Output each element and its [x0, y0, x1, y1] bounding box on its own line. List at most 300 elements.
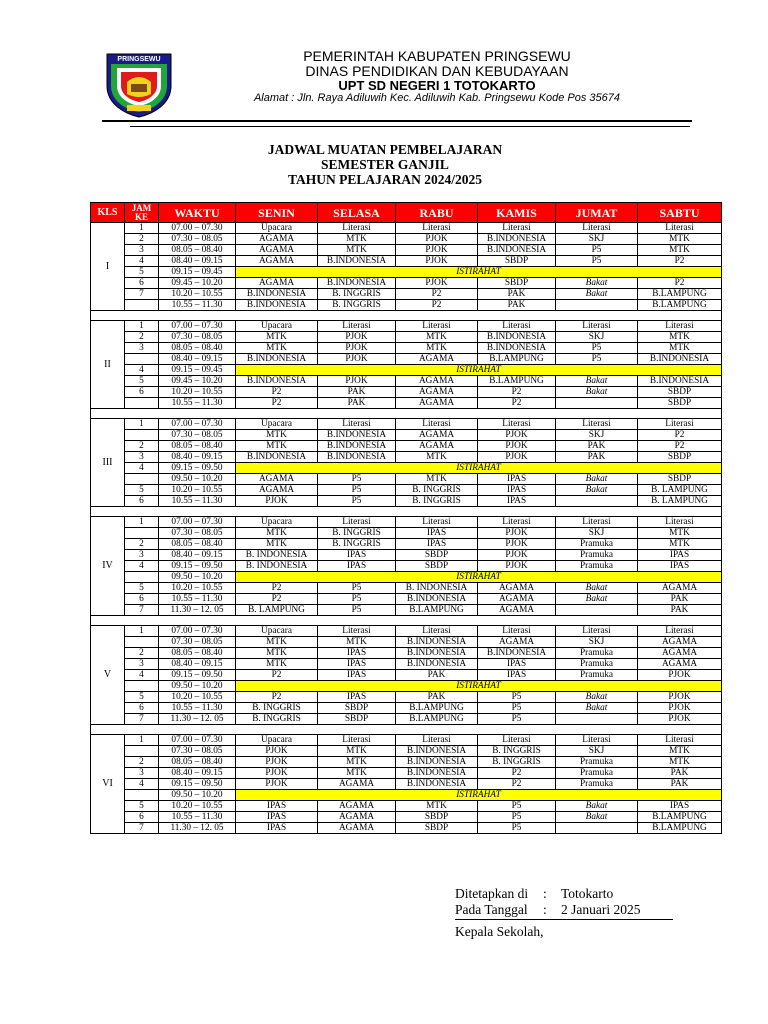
- signature-place-label: Ditetapkan di: [455, 886, 529, 901]
- rabu-cell: SBDP: [396, 812, 478, 823]
- document-title: [190, 142, 580, 187]
- header-kls: KLS: [91, 203, 125, 223]
- title-line-3: TAHUN PELAJARAN 2024/2025: [287, 172, 482, 187]
- sabtu-cell: B. LAMPUNG: [638, 496, 722, 507]
- senin-cell: B.INDONESIA: [236, 300, 318, 311]
- waktu-cell: 09.50 – 10.20: [159, 790, 236, 801]
- jam-cell: 5: [125, 801, 159, 812]
- jumat-cell: Literasi: [556, 626, 638, 637]
- break-cell: ISTIRAHAT: [236, 681, 722, 692]
- sabtu-cell: IPAS: [638, 801, 722, 812]
- jumat-cell: PAK: [556, 452, 638, 463]
- senin-cell: Upacara: [236, 517, 318, 528]
- kamis-cell: Literasi: [478, 626, 556, 637]
- waktu-cell: 07.30 – 08.05: [159, 430, 236, 441]
- table-row: [91, 223, 722, 234]
- jumat-cell: Pramuka: [556, 550, 638, 561]
- class-separator: [91, 507, 722, 517]
- senin-cell: PJOK: [236, 496, 318, 507]
- jam-cell: 6: [125, 387, 159, 398]
- letterhead-government: PEMERINTAH KABUPATEN PRINGSEWU: [303, 48, 571, 64]
- table-row: [91, 801, 722, 812]
- senin-cell: Upacara: [236, 626, 318, 637]
- waktu-cell: 10.20 – 10.55: [159, 387, 236, 398]
- selasa-cell: P5: [318, 496, 396, 507]
- selasa-cell: MTK: [318, 637, 396, 648]
- waktu-cell: 11.30 – 12. 05: [159, 714, 236, 725]
- kamis-cell: P5: [478, 703, 556, 714]
- header-jumat: JUMAT: [556, 203, 638, 223]
- waktu-cell: 07.00 – 07.30: [159, 735, 236, 746]
- kamis-cell: AGAMA: [478, 605, 556, 616]
- waktu-cell: 08.05 – 08.40: [159, 648, 236, 659]
- selasa-cell: MTK: [318, 757, 396, 768]
- kamis-cell: IPAS: [478, 670, 556, 681]
- separator-cell: [91, 311, 722, 321]
- waktu-cell: 08.05 – 08.40: [159, 245, 236, 256]
- signature-rule: [455, 919, 673, 920]
- waktu-cell: 10.20 – 10.55: [159, 289, 236, 300]
- jumat-cell: [556, 300, 638, 311]
- kamis-cell: B.INDONESIA: [478, 332, 556, 343]
- table-row: [91, 474, 722, 485]
- rabu-cell: B. INDONESIA: [396, 583, 478, 594]
- jam-cell: 7: [125, 823, 159, 834]
- class-cell: I: [91, 223, 125, 311]
- rabu-cell: AGAMA: [396, 430, 478, 441]
- table-row: [91, 823, 722, 834]
- header-rabu: RABU: [396, 203, 478, 223]
- header-senin: SENIN: [236, 203, 318, 223]
- table-header-row: [91, 203, 722, 223]
- waktu-cell: 09.50 – 10.20: [159, 681, 236, 692]
- table-row: [91, 670, 722, 681]
- jumat-cell: Pramuka: [556, 539, 638, 550]
- separator-cell: [91, 725, 722, 735]
- table-row: [91, 278, 722, 289]
- jumat-cell: Literasi: [556, 735, 638, 746]
- rabu-cell: B.INDONESIA: [396, 659, 478, 670]
- class-cell: III: [91, 419, 125, 507]
- senin-cell: P2: [236, 387, 318, 398]
- senin-cell: P2: [236, 670, 318, 681]
- rabu-cell: PAK: [396, 670, 478, 681]
- kamis-cell: B.LAMPUNG: [478, 376, 556, 387]
- jam-cell: 1: [125, 223, 159, 234]
- rabu-cell: Literasi: [396, 517, 478, 528]
- senin-cell: B. LAMPUNG: [236, 605, 318, 616]
- waktu-cell: 08.05 – 08.40: [159, 757, 236, 768]
- waktu-cell: 10.55 – 11.30: [159, 594, 236, 605]
- selasa-cell: P5: [318, 594, 396, 605]
- table-row: [91, 300, 722, 311]
- jam-cell: 2: [125, 234, 159, 245]
- selasa-cell: IPAS: [318, 550, 396, 561]
- waktu-cell: 07.00 – 07.30: [159, 517, 236, 528]
- break-cell: ISTIRAHAT: [236, 365, 722, 376]
- rabu-cell: B.INDONESIA: [396, 757, 478, 768]
- kamis-cell: PJOK: [478, 550, 556, 561]
- jam-cell: 2: [125, 441, 159, 452]
- table-row: [91, 572, 722, 583]
- senin-cell: AGAMA: [236, 474, 318, 485]
- rabu-cell: B.INDONESIA: [396, 648, 478, 659]
- rabu-cell: AGAMA: [396, 354, 478, 365]
- waktu-cell: 07.30 – 08.05: [159, 528, 236, 539]
- waktu-cell: 08.40 – 09.15: [159, 550, 236, 561]
- header-jam-ke: JAM KE: [125, 203, 159, 223]
- table-row: [91, 812, 722, 823]
- jumat-cell: [556, 823, 638, 834]
- jam-cell: 1: [125, 321, 159, 332]
- sabtu-cell: MTK: [638, 343, 722, 354]
- jumat-cell: SKJ: [556, 430, 638, 441]
- rabu-cell: B. INGGRIS: [396, 485, 478, 496]
- table-row: [91, 441, 722, 452]
- selasa-cell: Literasi: [318, 517, 396, 528]
- jumat-cell: Pramuka: [556, 561, 638, 572]
- table-row: [91, 714, 722, 725]
- sabtu-cell: SBDP: [638, 398, 722, 409]
- senin-cell: PJOK: [236, 779, 318, 790]
- waktu-cell: 10.55 – 11.30: [159, 812, 236, 823]
- selasa-cell: B. INGGRIS: [318, 528, 396, 539]
- table-row: [91, 594, 722, 605]
- sabtu-cell: B.INDONESIA: [638, 376, 722, 387]
- jam-cell: 2: [125, 539, 159, 550]
- kamis-cell: B.LAMPUNG: [478, 354, 556, 365]
- jumat-cell: P5: [556, 256, 638, 267]
- kamis-cell: PJOK: [478, 441, 556, 452]
- senin-cell: B. INDONESIA: [236, 550, 318, 561]
- senin-cell: IPAS: [236, 812, 318, 823]
- jam-cell: 1: [125, 735, 159, 746]
- jam-cell: [125, 572, 159, 583]
- senin-cell: P2: [236, 398, 318, 409]
- table-row: [91, 354, 722, 365]
- table-row: [91, 550, 722, 561]
- senin-cell: MTK: [236, 539, 318, 550]
- selasa-cell: AGAMA: [318, 812, 396, 823]
- sabtu-cell: B.INDONESIA: [638, 354, 722, 365]
- selasa-cell: PJOK: [318, 376, 396, 387]
- table-row: [91, 735, 722, 746]
- waktu-cell: 09.15 – 09.50: [159, 463, 236, 474]
- jam-cell: 3: [125, 245, 159, 256]
- jam-cell: 6: [125, 594, 159, 605]
- waktu-cell: 09.15 – 09.50: [159, 561, 236, 572]
- selasa-cell: PAK: [318, 387, 396, 398]
- selasa-cell: AGAMA: [318, 801, 396, 812]
- selasa-cell: B.INDONESIA: [318, 256, 396, 267]
- jam-cell: 3: [125, 768, 159, 779]
- waktu-cell: 07.30 – 08.05: [159, 332, 236, 343]
- sabtu-cell: AGAMA: [638, 648, 722, 659]
- rabu-cell: B.LAMPUNG: [396, 714, 478, 725]
- rabu-cell: B.INDONESIA: [396, 594, 478, 605]
- waktu-cell: 10.55 – 11.30: [159, 398, 236, 409]
- rabu-cell: B. INGGRIS: [396, 496, 478, 507]
- sabtu-cell: PJOK: [638, 703, 722, 714]
- selasa-cell: B.INDONESIA: [318, 452, 396, 463]
- selasa-cell: SBDP: [318, 714, 396, 725]
- kamis-cell: B.INDONESIA: [478, 648, 556, 659]
- jumat-cell: P5: [556, 343, 638, 354]
- table-row: [91, 681, 722, 692]
- senin-cell: AGAMA: [236, 245, 318, 256]
- waktu-cell: 08.05 – 08.40: [159, 539, 236, 550]
- table-row: [91, 703, 722, 714]
- table-row: [91, 496, 722, 507]
- jam-cell: 2: [125, 757, 159, 768]
- selasa-cell: Literasi: [318, 626, 396, 637]
- selasa-cell: B.INDONESIA: [318, 278, 396, 289]
- waktu-cell: 11.30 – 12. 05: [159, 823, 236, 834]
- jumat-cell: Bakat: [556, 278, 638, 289]
- jumat-cell: Literasi: [556, 419, 638, 430]
- rabu-cell: P2: [396, 289, 478, 300]
- rabu-cell: B.LAMPUNG: [396, 703, 478, 714]
- selasa-cell: Literasi: [318, 223, 396, 234]
- class-cell: V: [91, 626, 125, 725]
- selasa-cell: Literasi: [318, 321, 396, 332]
- waktu-cell: 08.40 – 09.15: [159, 256, 236, 267]
- kamis-cell: IPAS: [478, 659, 556, 670]
- kamis-cell: P2: [478, 768, 556, 779]
- senin-cell: Upacara: [236, 419, 318, 430]
- jumat-cell: Bakat: [556, 583, 638, 594]
- senin-cell: MTK: [236, 441, 318, 452]
- rabu-cell: PAK: [396, 692, 478, 703]
- senin-cell: AGAMA: [236, 256, 318, 267]
- waktu-cell: 10.20 – 10.55: [159, 583, 236, 594]
- schedule-table: [90, 202, 722, 834]
- senin-cell: MTK: [236, 430, 318, 441]
- rabu-cell: SBDP: [396, 823, 478, 834]
- waktu-cell: 10.55 – 11.30: [159, 496, 236, 507]
- sabtu-cell: P2: [638, 278, 722, 289]
- rabu-cell: IPAS: [396, 528, 478, 539]
- rabu-cell: PJOK: [396, 256, 478, 267]
- title-line-2: SEMESTER GANJIL: [321, 157, 449, 172]
- class-separator: [91, 616, 722, 626]
- jam-cell: 2: [125, 332, 159, 343]
- waktu-cell: 09.45 – 10.20: [159, 278, 236, 289]
- sabtu-cell: AGAMA: [638, 659, 722, 670]
- jam-cell: 5: [125, 267, 159, 278]
- kamis-cell: Literasi: [478, 223, 556, 234]
- table-row: [91, 245, 722, 256]
- table-row: [91, 485, 722, 496]
- jam-cell: 3: [125, 343, 159, 354]
- senin-cell: IPAS: [236, 801, 318, 812]
- jumat-cell: Bakat: [556, 801, 638, 812]
- sabtu-cell: Literasi: [638, 419, 722, 430]
- sabtu-cell: MTK: [638, 539, 722, 550]
- kamis-cell: P2: [478, 387, 556, 398]
- table-row: [91, 605, 722, 616]
- selasa-cell: B. INGGRIS: [318, 289, 396, 300]
- sabtu-cell: B. LAMPUNG: [638, 485, 722, 496]
- table-row: [91, 343, 722, 354]
- senin-cell: MTK: [236, 648, 318, 659]
- waktu-cell: 08.40 – 09.15: [159, 452, 236, 463]
- separator-cell: [91, 507, 722, 517]
- kamis-cell: SBDP: [478, 256, 556, 267]
- table-row: [91, 234, 722, 245]
- sabtu-cell: SBDP: [638, 387, 722, 398]
- selasa-cell: PJOK: [318, 332, 396, 343]
- signature-place-value: Totokarto: [561, 886, 614, 901]
- rabu-cell: IPAS: [396, 539, 478, 550]
- sabtu-cell: SBDP: [638, 474, 722, 485]
- senin-cell: P2: [236, 692, 318, 703]
- jam-cell: 1: [125, 626, 159, 637]
- separator-cell: [91, 616, 722, 626]
- sabtu-cell: PAK: [638, 594, 722, 605]
- rabu-cell: Literasi: [396, 223, 478, 234]
- rabu-cell: B.INDONESIA: [396, 746, 478, 757]
- sabtu-cell: AGAMA: [638, 583, 722, 594]
- sabtu-cell: P2: [638, 430, 722, 441]
- selasa-cell: IPAS: [318, 648, 396, 659]
- senin-cell: B. INGGRIS: [236, 703, 318, 714]
- kamis-cell: P5: [478, 812, 556, 823]
- jumat-cell: Pramuka: [556, 670, 638, 681]
- waktu-cell: 08.05 – 08.40: [159, 441, 236, 452]
- rabu-cell: MTK: [396, 452, 478, 463]
- logo-text: PRINGSEWU: [117, 56, 161, 63]
- jam-cell: 6: [125, 496, 159, 507]
- table-row: [91, 517, 722, 528]
- selasa-cell: MTK: [318, 234, 396, 245]
- kamis-cell: B.INDONESIA: [478, 234, 556, 245]
- sabtu-cell: P2: [638, 256, 722, 267]
- jumat-cell: Bakat: [556, 692, 638, 703]
- jumat-cell: Bakat: [556, 812, 638, 823]
- jam-cell: 1: [125, 517, 159, 528]
- jumat-cell: Pramuka: [556, 779, 638, 790]
- rabu-cell: B.LAMPUNG: [396, 605, 478, 616]
- signature-block: [455, 886, 685, 940]
- rabu-cell: SBDP: [396, 561, 478, 572]
- jam-cell: 4: [125, 779, 159, 790]
- signature-date-value: 2 Januari 2025: [561, 902, 641, 917]
- break-cell: ISTIRAHAT: [236, 267, 722, 278]
- waktu-cell: 09.15 – 09.50: [159, 670, 236, 681]
- senin-cell: P2: [236, 594, 318, 605]
- selasa-cell: P5: [318, 605, 396, 616]
- selasa-cell: IPAS: [318, 659, 396, 670]
- selasa-cell: MTK: [318, 768, 396, 779]
- break-cell: ISTIRAHAT: [236, 572, 722, 583]
- kamis-cell: P2: [478, 398, 556, 409]
- jam-cell: 6: [125, 812, 159, 823]
- table-row: [91, 746, 722, 757]
- senin-cell: Upacara: [236, 223, 318, 234]
- jumat-cell: Bakat: [556, 387, 638, 398]
- sabtu-cell: SBDP: [638, 452, 722, 463]
- senin-cell: B.INDONESIA: [236, 376, 318, 387]
- waktu-cell: 07.00 – 07.30: [159, 321, 236, 332]
- selasa-cell: Literasi: [318, 735, 396, 746]
- sabtu-cell: Literasi: [638, 223, 722, 234]
- jam-cell: 2: [125, 648, 159, 659]
- waktu-cell: 09.50 – 10.20: [159, 572, 236, 583]
- table-row: [91, 757, 722, 768]
- senin-cell: B. INDONESIA: [236, 561, 318, 572]
- senin-cell: B. INGGRIS: [236, 714, 318, 725]
- jumat-cell: [556, 398, 638, 409]
- selasa-cell: PJOK: [318, 343, 396, 354]
- sabtu-cell: B.LAMPUNG: [638, 289, 722, 300]
- signature-closing: Kepala Sekolah,: [455, 924, 544, 939]
- senin-cell: PJOK: [236, 746, 318, 757]
- senin-cell: AGAMA: [236, 234, 318, 245]
- jumat-cell: [556, 496, 638, 507]
- kamis-cell: PJOK: [478, 430, 556, 441]
- jumat-cell: SKJ: [556, 332, 638, 343]
- jam-cell: 6: [125, 703, 159, 714]
- header-waktu: WAKTU: [159, 203, 236, 223]
- pringsewu-logo-icon: [103, 50, 175, 118]
- jumat-cell: P5: [556, 245, 638, 256]
- sabtu-cell: Literasi: [638, 517, 722, 528]
- waktu-cell: 07.30 – 08.05: [159, 637, 236, 648]
- sabtu-cell: B.LAMPUNG: [638, 300, 722, 311]
- kamis-cell: SBDP: [478, 278, 556, 289]
- waktu-cell: 10.20 – 10.55: [159, 801, 236, 812]
- jumat-cell: Pramuka: [556, 648, 638, 659]
- rabu-cell: Literasi: [396, 626, 478, 637]
- senin-cell: PJOK: [236, 768, 318, 779]
- selasa-cell: IPAS: [318, 561, 396, 572]
- table-row: [91, 583, 722, 594]
- jumat-cell: SKJ: [556, 637, 638, 648]
- sabtu-cell: PAK: [638, 768, 722, 779]
- jam-cell: [125, 637, 159, 648]
- waktu-cell: 10.55 – 11.30: [159, 300, 236, 311]
- table-row: [91, 398, 722, 409]
- jam-cell: 7: [125, 714, 159, 725]
- sabtu-cell: PAK: [638, 779, 722, 790]
- selasa-cell: Literasi: [318, 419, 396, 430]
- signature-date-label: Pada Tanggal: [455, 902, 528, 917]
- waktu-cell: 09.45 – 10.20: [159, 376, 236, 387]
- jumat-cell: [556, 714, 638, 725]
- senin-cell: B.INDONESIA: [236, 289, 318, 300]
- break-cell: ISTIRAHAT: [236, 790, 722, 801]
- sabtu-cell: PJOK: [638, 670, 722, 681]
- selasa-cell: B.INDONESIA: [318, 430, 396, 441]
- rabu-cell: AGAMA: [396, 387, 478, 398]
- waktu-cell: 08.05 – 08.40: [159, 343, 236, 354]
- table-row: [91, 332, 722, 343]
- selasa-cell: AGAMA: [318, 823, 396, 834]
- senin-cell: MTK: [236, 332, 318, 343]
- jumat-cell: Pramuka: [556, 768, 638, 779]
- rabu-cell: B.INDONESIA: [396, 779, 478, 790]
- waktu-cell: 09.15 – 09.45: [159, 267, 236, 278]
- rabu-cell: MTK: [396, 801, 478, 812]
- rabu-cell: B.INDONESIA: [396, 768, 478, 779]
- letterhead-department: DINAS PENDIDIKAN DAN KEBUDAYAAN: [305, 63, 569, 79]
- sabtu-cell: P2: [638, 441, 722, 452]
- sabtu-cell: IPAS: [638, 550, 722, 561]
- jam-cell: [125, 681, 159, 692]
- table-row: [91, 387, 722, 398]
- sabtu-cell: Literasi: [638, 321, 722, 332]
